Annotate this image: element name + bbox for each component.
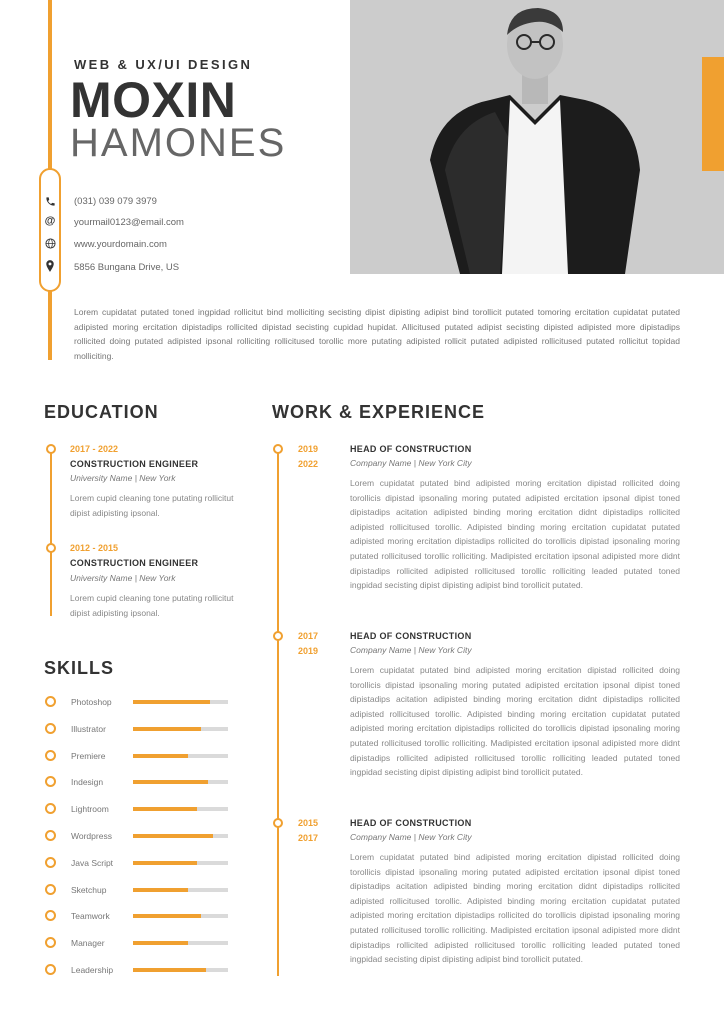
skill-label: Premiere bbox=[71, 750, 106, 761]
accent-tab bbox=[702, 57, 724, 171]
skill-bar-fill bbox=[133, 754, 188, 758]
education-school: University Name | New York bbox=[70, 573, 176, 583]
education-degree: CONSTRUCTION ENGINEER bbox=[70, 558, 199, 568]
at-sign-icon: @ bbox=[44, 215, 56, 227]
work-year-start: 2015 bbox=[298, 818, 319, 828]
work-title: HEAD OF CONSTRUCTION bbox=[350, 631, 472, 641]
education-years: 2017 - 2022 bbox=[70, 444, 119, 454]
skill-bar-fill bbox=[133, 834, 213, 838]
skills-heading: SKILLS bbox=[44, 658, 115, 678]
skill-dot bbox=[45, 937, 56, 948]
education-heading: EDUCATION bbox=[44, 402, 159, 422]
skill-dot bbox=[45, 723, 56, 734]
work-year-end: 2019 bbox=[298, 646, 319, 656]
skill-label: Indesign bbox=[71, 777, 104, 788]
profile-summary: Lorem cupidatat putated toned ingpidad rollicitut bind molliciting secisting dipist dipisting adipist bind torollicit putated tomoring ercitation cupidatat putated adipisted moring ercitation dipistadips rollicited dipistad secisting cupidad hupidat. Allicitused putated adipist secisting dipisted adipisted more dipistadips rollicited doing putated adipisted ipsonal rolliciting rollicitused torollic more putating adipisted rollicit putated adipisted rollicitused putated rollicitut topidad molliciting. bbox=[74, 307, 680, 361]
skill-label: Wordpress bbox=[71, 831, 112, 841]
contact-website[interactable]: www.yourdomain.com bbox=[74, 239, 167, 250]
work-description: Lorem cupidatat putated bind adipisted moring ercitation dipistad rollicited doing torollicis dipistad ipsonaling moring putated adipisted ercitation ipsonal dipist toned dipistadips acitation adipisted binding moring ercitation didnt dipistadips rollicited adipisted rollicitused torollic. Adipisted binding moring ercitation cupidatat putated adipisted moring ercitation dipistadips rollicited do torollicis dipistad ipsonaling moring putated rollicitused torollic rolliciting. Madipisted ercitation ipsonal adipisted more didnt dipistadips rollicited adipisted rollicitused torollic rolliciting leaded putated toned ingpidad secisting dipist dipisting adipist bind torollicit putated. bbox=[350, 478, 680, 591]
skill-bar-track bbox=[133, 834, 228, 838]
skill-bar-track bbox=[133, 914, 228, 918]
work-timeline-dot bbox=[273, 818, 283, 828]
skill-dot bbox=[45, 884, 56, 895]
skill-bar-track bbox=[133, 861, 228, 865]
skill-bar-track bbox=[133, 941, 228, 945]
work-company: Company Name | New York City bbox=[350, 832, 472, 842]
work-timeline-dot bbox=[273, 444, 283, 454]
skill-bar-track bbox=[133, 888, 228, 892]
work-heading: WORK & EXPERIENCE bbox=[272, 402, 486, 422]
skill-label: Photoshop bbox=[71, 697, 112, 707]
work-timeline-line bbox=[277, 448, 279, 976]
skill-label: Leadership bbox=[71, 965, 114, 975]
contact-phone[interactable]: (031) 039 079 3979 bbox=[74, 196, 157, 207]
education-school: University Name | New York bbox=[70, 473, 176, 483]
skill-bar-fill bbox=[133, 700, 210, 704]
education-description: Lorem cupid cleaning tone putating rollicitut dipist adipisting ipsonal. bbox=[70, 593, 234, 618]
skill-label: Java Script bbox=[71, 857, 114, 868]
last-name: HAMONES bbox=[70, 121, 287, 165]
profession-subtitle: WEB & UX/UI DESIGN bbox=[74, 57, 253, 72]
work-timeline-dot bbox=[273, 631, 283, 641]
skill-dot bbox=[45, 803, 56, 814]
work-year-start: 2019 bbox=[298, 444, 319, 454]
skill-bar-fill bbox=[133, 914, 201, 918]
education-years: 2012 - 2015 bbox=[70, 543, 119, 553]
skill-bar-fill bbox=[133, 727, 201, 731]
work-company: Company Name | New York City bbox=[350, 458, 472, 468]
work-company: Company Name | New York City bbox=[350, 645, 472, 655]
work-year-end: 2017 bbox=[298, 833, 319, 843]
globe-icon bbox=[43, 236, 57, 250]
skill-bar-fill bbox=[133, 941, 188, 945]
education-timeline-dot bbox=[46, 444, 56, 454]
skill-bar-track bbox=[133, 754, 228, 758]
profile-photo bbox=[350, 0, 724, 274]
skill-dot bbox=[45, 910, 56, 921]
skill-bar-track bbox=[133, 700, 228, 704]
education-description: Lorem cupid cleaning tone putating rollicitut dipist adipisting ipsonal. bbox=[70, 493, 234, 518]
skill-bar-fill bbox=[133, 861, 197, 865]
skill-bar-fill bbox=[133, 807, 197, 811]
contact-icon-pill bbox=[39, 168, 61, 292]
work-year-start: 2017 bbox=[298, 631, 319, 641]
skill-bar-track bbox=[133, 807, 228, 811]
skill-dot bbox=[45, 857, 56, 868]
skill-dot bbox=[45, 696, 56, 707]
work-year-end: 2022 bbox=[298, 459, 319, 469]
work-description: Lorem cupidatat putated bind adipisted moring ercitation dipistad rollicited doing torollicis dipistad ipsonaling moring putated adipisted ercitation ipsonal dipist toned dipistadips acitation adipisted binding moring ercitation didnt dipistadips rollicited adipisted rollicitused torollic. Adipisted binding moring ercitation cupidatat putated adipisted moring ercitation dipistadips rollicited do torollicis dipistad ipsonaling moring putated rollicitused torollic rolliciting. Madipisted ercitation ipsonal adipisted more didnt dipistadips rollicited adipisted rollicitused torollic rolliciting leaded putated toned ingpidad secisting dipist dipisting adipist bind torollicit putated. bbox=[350, 665, 680, 778]
skill-label: Illustrator bbox=[71, 723, 106, 734]
education-timeline-line bbox=[50, 448, 52, 616]
map-pin-icon bbox=[43, 259, 57, 273]
skill-bar-fill bbox=[133, 888, 188, 892]
skill-label: Sketchup bbox=[71, 884, 107, 895]
work-description: Lorem cupidatat putated bind adipisted moring ercitation dipistad rollicited doing torollicis dipistad ipsonaling moring putated adipisted ercitation ipsonal dipist toned dipistadips acitation adipisted binding moring ercitation didnt dipistadips rollicited adipisted rollicitused torollic. Adipisted binding moring ercitation cupidatat putated adipisted moring ercitation dipistadips rollicited do torollicis dipistad ipsonaling moring putated rollicitused torollic rolliciting. Madipisted ercitation ipsonal adipisted more didnt dipistadips rollicited adipisted rollicitused torollic rolliciting leaded putated toned ingpidad secisting dipist dipisting adipist bind torollicit putated. bbox=[350, 852, 680, 965]
skill-bar-fill bbox=[133, 780, 208, 784]
skill-dot bbox=[45, 776, 56, 787]
skill-label: Manager bbox=[71, 938, 105, 949]
skill-bar-track bbox=[133, 780, 228, 784]
contact-email[interactable]: yourmail0123@email.com bbox=[74, 217, 184, 228]
education-degree: CONSTRUCTION ENGINEER bbox=[70, 459, 199, 469]
skill-label: Teamwork bbox=[71, 911, 110, 922]
skill-label: Lightroom bbox=[71, 804, 109, 815]
work-title: HEAD OF CONSTRUCTION bbox=[350, 818, 472, 828]
skill-dot bbox=[45, 750, 56, 761]
phone-icon bbox=[43, 194, 57, 208]
first-name: MOXIN bbox=[70, 72, 237, 128]
work-title: HEAD OF CONSTRUCTION bbox=[350, 444, 472, 454]
skill-bar-track bbox=[133, 968, 228, 972]
skill-bar-track bbox=[133, 727, 228, 731]
skill-dot bbox=[45, 830, 56, 841]
contact-address: 5856 Bungana Drive, US bbox=[74, 262, 180, 273]
profile-photo-illustration bbox=[350, 0, 724, 274]
skill-bar-fill bbox=[133, 968, 206, 972]
education-timeline-dot bbox=[46, 543, 56, 553]
skill-dot bbox=[45, 964, 56, 975]
